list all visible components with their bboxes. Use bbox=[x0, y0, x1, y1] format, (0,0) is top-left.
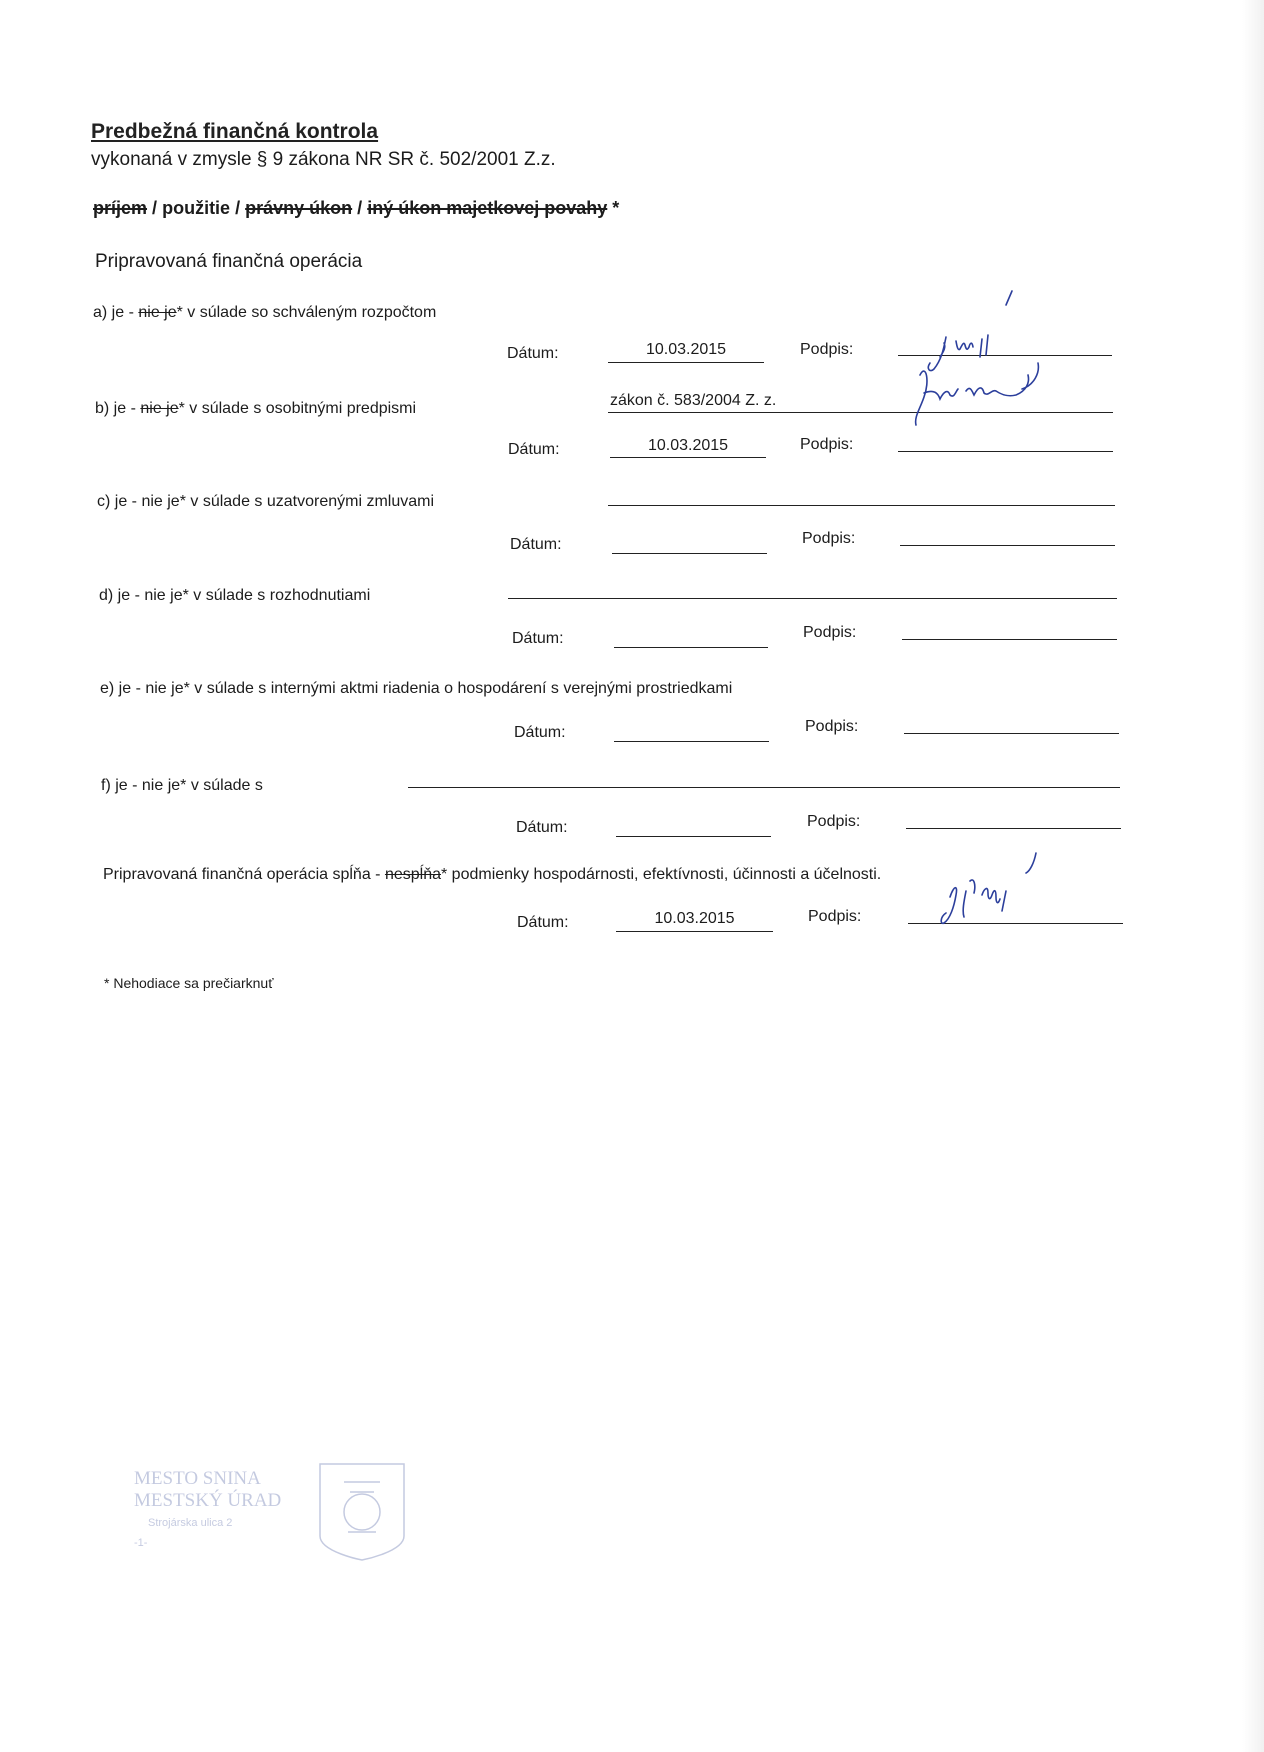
row-c-date-line bbox=[612, 553, 767, 554]
stamp-line-1: MESTO SNINA bbox=[134, 1468, 261, 1489]
conclusion-struck: nespĺňa bbox=[384, 866, 441, 883]
conclusion-sign-label: Podpis: bbox=[808, 908, 862, 925]
row-b-date-label: Dátum: bbox=[508, 441, 560, 458]
stamp-coat-of-arms-icon bbox=[320, 1464, 404, 1560]
document-title: Predbežná finančná kontrola bbox=[91, 120, 379, 143]
row-e-sign-label: Podpis: bbox=[805, 718, 859, 735]
row-b-date-line bbox=[610, 457, 766, 458]
row-a-date-line bbox=[608, 362, 764, 363]
row-a-sign-label: Podpis: bbox=[800, 341, 854, 358]
prepared-operation-label: Pripravovaná finančná operácia bbox=[95, 251, 363, 272]
kind-pouzitie: použitie bbox=[162, 198, 231, 218]
row-c-text: c) je - nie je* v súlade s uzatvorenými zmluvami bbox=[97, 493, 435, 510]
row-d-sign-line bbox=[902, 639, 1117, 640]
row-d-date-line bbox=[614, 647, 768, 648]
stamp-line-2: MESTSKÝ ÚRAD bbox=[134, 1490, 282, 1511]
row-a-date-value: 10.03.2015 bbox=[645, 341, 727, 358]
kind-iny-ukon: iný úkon majetkovej povahy bbox=[367, 198, 608, 218]
row-d-sign-label: Podpis: bbox=[803, 624, 857, 641]
row-e-sign-line bbox=[904, 733, 1119, 734]
stamp-line-3: Strojárska ulica 2 bbox=[148, 1517, 233, 1529]
row-d-fill-line bbox=[508, 598, 1117, 599]
row-d-text: d) je - nie je* v súlade s rozhodnutiami bbox=[99, 587, 371, 604]
row-a-text bbox=[93, 304, 436, 322]
row-a-struck: nie je bbox=[138, 304, 177, 321]
kind-prijem: príjem bbox=[93, 198, 148, 218]
row-a-suffix: * v súlade so schváleným rozpočtom bbox=[176, 304, 437, 321]
office-stamp bbox=[130, 1462, 406, 1562]
kind-separator: / bbox=[152, 198, 158, 218]
row-e-date-line bbox=[614, 741, 769, 742]
scan-edge-shadow bbox=[1242, 0, 1264, 1752]
kind-separator: / bbox=[235, 198, 241, 218]
row-b-sign-line bbox=[898, 451, 1113, 452]
row-f-sign-label: Podpis: bbox=[807, 813, 861, 830]
signature-a-b bbox=[900, 285, 1060, 435]
row-b-date-value: 10.03.2015 bbox=[647, 437, 729, 454]
row-f-date-label: Dátum: bbox=[516, 819, 568, 836]
row-c-date-label: Dátum: bbox=[510, 536, 562, 553]
row-a-prefix: a) je - bbox=[93, 304, 134, 321]
row-e-text: e) je - nie je* v súlade s internými aktmi riadenia o hospodárení s verejnými prostriedkami bbox=[100, 680, 733, 697]
row-b-struck: nie je bbox=[140, 400, 179, 417]
row-a-date-label: Dátum: bbox=[507, 345, 559, 362]
document-subtitle: vykonaná v zmysle § 9 zákona NR SR č. 502/2001 Z.z. bbox=[91, 149, 556, 170]
row-b-legal-reference: zákon č. 583/2004 Z. z. bbox=[610, 392, 777, 409]
row-b-sign-label: Podpis: bbox=[800, 436, 854, 453]
row-f-text: f) je - nie je* v súlade s bbox=[101, 777, 263, 794]
row-c-fill-line bbox=[608, 505, 1115, 506]
conclusion-date-label: Dátum: bbox=[517, 914, 569, 931]
row-e-date-label: Dátum: bbox=[514, 724, 566, 741]
kind-asterisk: * bbox=[612, 198, 620, 218]
row-c-sign-line bbox=[900, 545, 1115, 546]
stamp-line-4: -1- bbox=[134, 1537, 148, 1549]
row-c-sign-label: Podpis: bbox=[802, 530, 856, 547]
footnote: * Nehodiace sa prečiarknuť bbox=[104, 975, 274, 991]
kind-pravny-ukon: právny úkon bbox=[245, 198, 353, 218]
operation-kinds bbox=[93, 198, 619, 219]
row-f-fill-line bbox=[408, 787, 1120, 788]
conclusion-prefix: Pripravovaná finančná operácia spĺňa - bbox=[103, 866, 381, 883]
row-b-text bbox=[95, 400, 416, 418]
row-b-suffix: * v súlade s osobitnými predpismi bbox=[178, 400, 417, 417]
conclusion-date-line bbox=[616, 931, 773, 932]
signature-conclusion bbox=[930, 845, 1060, 930]
kind-separator: / bbox=[357, 198, 363, 218]
conclusion-text bbox=[103, 866, 881, 884]
row-f-sign-line bbox=[906, 828, 1121, 829]
conclusion-suffix: * podmienky hospodárnosti, efektívnosti, účinnosti a účelnosti. bbox=[441, 866, 882, 883]
row-b-prefix: b) je - bbox=[95, 400, 136, 417]
row-f-date-line bbox=[616, 836, 771, 837]
row-d-date-label: Dátum: bbox=[512, 630, 564, 647]
conclusion-date-value: 10.03.2015 bbox=[654, 910, 735, 927]
